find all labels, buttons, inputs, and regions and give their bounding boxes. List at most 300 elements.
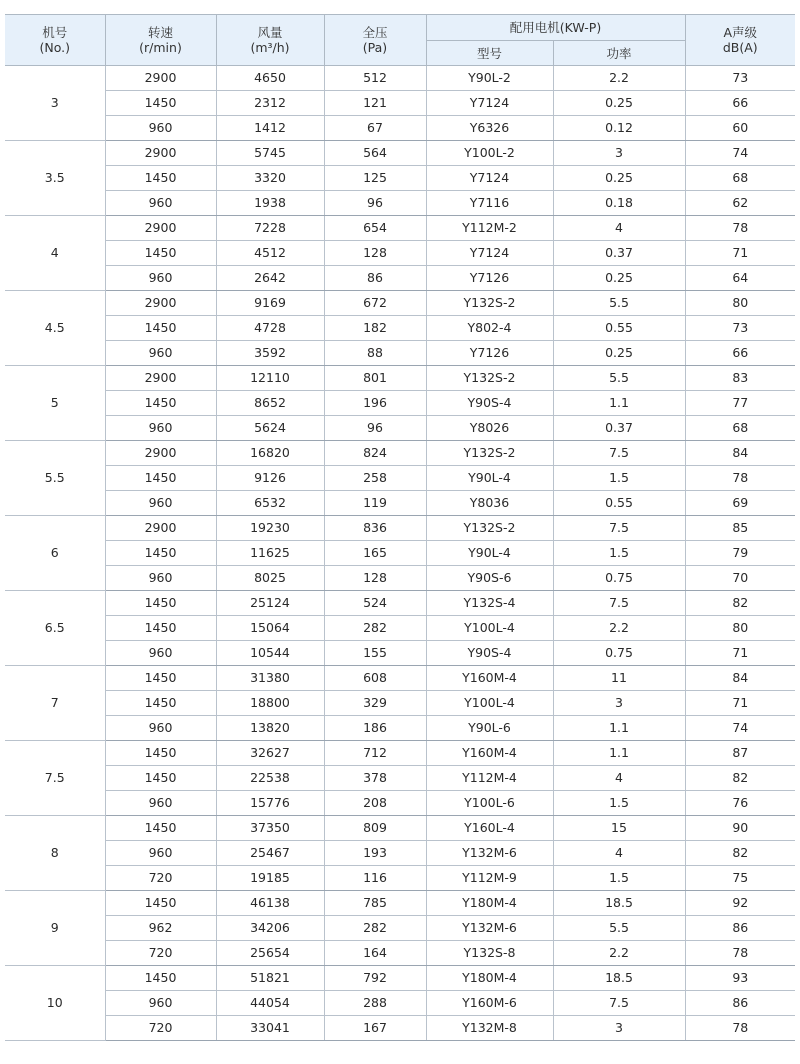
cell-model-no: 6.5	[5, 591, 105, 666]
cell-airflow: 33041	[216, 1016, 324, 1041]
cell-noise: 92	[685, 891, 795, 916]
cell-speed: 1450	[105, 616, 216, 641]
cell-noise: 84	[685, 441, 795, 466]
cell-speed: 960	[105, 641, 216, 666]
cell-pressure: 792	[324, 966, 426, 991]
cell-noise: 82	[685, 841, 795, 866]
cell-motor-power: 3	[553, 1016, 685, 1041]
cell-motor-power: 3	[553, 141, 685, 166]
cell-motor-type: Y132M-6	[426, 916, 553, 941]
cell-noise: 71	[685, 691, 795, 716]
table-row	[5, 266, 795, 291]
cell-airflow: 4650	[216, 66, 324, 91]
cell-motor-type: Y90S-4	[426, 641, 553, 666]
fan-performance-table	[5, 14, 795, 1041]
cell-model-no: 3	[5, 66, 105, 141]
cell-airflow: 9169	[216, 291, 324, 316]
cell-airflow: 5624	[216, 416, 324, 441]
cell-motor-type: Y112M-9	[426, 866, 553, 891]
cell-airflow: 16820	[216, 441, 324, 466]
cell-pressure: 128	[324, 566, 426, 591]
cell-airflow: 1938	[216, 191, 324, 216]
cell-motor-type: Y8026	[426, 416, 553, 441]
table-row	[5, 991, 795, 1016]
cell-speed: 1450	[105, 541, 216, 566]
header-motor: 配用电机(KW-P)	[426, 15, 685, 41]
cell-airflow: 22538	[216, 766, 324, 791]
cell-pressure: 208	[324, 791, 426, 816]
cell-noise: 86	[685, 991, 795, 1016]
cell-motor-type: Y132S-8	[426, 941, 553, 966]
table-row	[5, 191, 795, 216]
cell-airflow: 8652	[216, 391, 324, 416]
cell-motor-type: Y90L-4	[426, 466, 553, 491]
cell-speed: 1450	[105, 816, 216, 841]
cell-motor-power: 7.5	[553, 991, 685, 1016]
cell-pressure: 67	[324, 116, 426, 141]
cell-pressure: 167	[324, 1016, 426, 1041]
cell-motor-type: Y132S-2	[426, 516, 553, 541]
table-row	[5, 416, 795, 441]
cell-motor-power: 2.2	[553, 66, 685, 91]
cell-motor-power: 2.2	[553, 616, 685, 641]
cell-speed: 960	[105, 791, 216, 816]
cell-motor-power: 1.5	[553, 466, 685, 491]
cell-airflow: 5745	[216, 141, 324, 166]
cell-motor-type: Y132S-2	[426, 291, 553, 316]
cell-noise: 60	[685, 116, 795, 141]
cell-noise: 82	[685, 766, 795, 791]
cell-pressure: 712	[324, 741, 426, 766]
cell-pressure: 121	[324, 91, 426, 116]
cell-motor-type: Y7124	[426, 91, 553, 116]
cell-noise: 87	[685, 741, 795, 766]
cell-motor-type: Y132S-2	[426, 441, 553, 466]
cell-motor-power: 0.55	[553, 316, 685, 341]
cell-pressure: 282	[324, 616, 426, 641]
cell-noise: 79	[685, 541, 795, 566]
cell-noise: 85	[685, 516, 795, 541]
cell-speed: 960	[105, 266, 216, 291]
cell-airflow: 12110	[216, 366, 324, 391]
cell-airflow: 2642	[216, 266, 324, 291]
cell-pressure: 96	[324, 191, 426, 216]
header-speed-label: 转速	[147, 25, 173, 40]
cell-speed: 1450	[105, 391, 216, 416]
cell-model-no: 7.5	[5, 741, 105, 816]
table-row	[5, 66, 795, 91]
cell-motor-power: 15	[553, 816, 685, 841]
table-row	[5, 966, 795, 991]
cell-motor-type: Y802-4	[426, 316, 553, 341]
cell-airflow: 44054	[216, 991, 324, 1016]
cell-motor-type: Y100L-6	[426, 791, 553, 816]
cell-speed: 2900	[105, 216, 216, 241]
cell-motor-type: Y90S-6	[426, 566, 553, 591]
table-row	[5, 566, 795, 591]
table-row	[5, 291, 795, 316]
table-row	[5, 1016, 795, 1041]
cell-airflow: 3320	[216, 166, 324, 191]
cell-pressure: 329	[324, 691, 426, 716]
cell-airflow: 1412	[216, 116, 324, 141]
cell-noise: 64	[685, 266, 795, 291]
cell-motor-type: Y132S-2	[426, 366, 553, 391]
cell-airflow: 11625	[216, 541, 324, 566]
table-row	[5, 591, 795, 616]
cell-noise: 83	[685, 366, 795, 391]
cell-airflow: 6532	[216, 491, 324, 516]
cell-airflow: 25654	[216, 941, 324, 966]
table-row	[5, 616, 795, 641]
header-pressure	[324, 15, 426, 66]
cell-airflow: 10544	[216, 641, 324, 666]
cell-pressure: 836	[324, 516, 426, 541]
table-row	[5, 891, 795, 916]
header-row-1	[5, 15, 795, 41]
cell-pressure: 116	[324, 866, 426, 891]
cell-speed: 960	[105, 416, 216, 441]
cell-motor-type: Y100L-4	[426, 616, 553, 641]
cell-pressure: 785	[324, 891, 426, 916]
cell-pressure: 672	[324, 291, 426, 316]
cell-pressure: 654	[324, 216, 426, 241]
table-row	[5, 216, 795, 241]
cell-pressure: 193	[324, 841, 426, 866]
cell-speed: 960	[105, 991, 216, 1016]
cell-pressure: 282	[324, 916, 426, 941]
cell-motor-power: 0.12	[553, 116, 685, 141]
cell-pressure: 128	[324, 241, 426, 266]
header-speed-unit: (r/min)	[139, 40, 182, 55]
header-model-no	[5, 15, 105, 66]
cell-airflow: 4728	[216, 316, 324, 341]
cell-noise: 66	[685, 341, 795, 366]
cell-model-no: 6	[5, 516, 105, 591]
cell-speed: 960	[105, 841, 216, 866]
cell-speed: 720	[105, 941, 216, 966]
cell-pressure: 378	[324, 766, 426, 791]
cell-airflow: 25124	[216, 591, 324, 616]
cell-pressure: 824	[324, 441, 426, 466]
cell-motor-type: Y112M-4	[426, 766, 553, 791]
cell-airflow: 13820	[216, 716, 324, 741]
cell-motor-type: Y160L-4	[426, 816, 553, 841]
header-model-no-label: 机号	[42, 25, 68, 40]
cell-speed: 2900	[105, 291, 216, 316]
cell-noise: 69	[685, 491, 795, 516]
cell-speed: 2900	[105, 441, 216, 466]
cell-speed: 2900	[105, 366, 216, 391]
cell-pressure: 164	[324, 941, 426, 966]
cell-pressure: 86	[324, 266, 426, 291]
cell-pressure: 258	[324, 466, 426, 491]
cell-airflow: 4512	[216, 241, 324, 266]
cell-motor-power: 5.5	[553, 291, 685, 316]
cell-motor-type: Y90S-4	[426, 391, 553, 416]
cell-noise: 82	[685, 591, 795, 616]
cell-model-no: 8	[5, 816, 105, 891]
cell-speed: 960	[105, 716, 216, 741]
table-row	[5, 666, 795, 691]
cell-pressure: 196	[324, 391, 426, 416]
cell-model-no: 5.5	[5, 441, 105, 516]
table-row	[5, 716, 795, 741]
cell-noise: 68	[685, 166, 795, 191]
table-body	[5, 66, 795, 1041]
cell-motor-type: Y132M-8	[426, 1016, 553, 1041]
table-header	[5, 15, 795, 66]
cell-motor-power: 7.5	[553, 516, 685, 541]
table-row	[5, 841, 795, 866]
cell-motor-type: Y8036	[426, 491, 553, 516]
cell-motor-power: 3	[553, 691, 685, 716]
cell-speed: 1450	[105, 166, 216, 191]
cell-noise: 62	[685, 191, 795, 216]
cell-motor-power: 1.5	[553, 541, 685, 566]
cell-airflow: 51821	[216, 966, 324, 991]
cell-speed: 1450	[105, 966, 216, 991]
header-noise	[685, 15, 795, 66]
cell-noise: 78	[685, 466, 795, 491]
cell-motor-type: Y7116	[426, 191, 553, 216]
cell-motor-type: Y7124	[426, 166, 553, 191]
cell-motor-power: 0.37	[553, 416, 685, 441]
table-row	[5, 766, 795, 791]
table-row	[5, 791, 795, 816]
cell-motor-type: Y180M-4	[426, 966, 553, 991]
cell-pressure: 512	[324, 66, 426, 91]
table-row	[5, 116, 795, 141]
table-row	[5, 866, 795, 891]
cell-model-no: 4.5	[5, 291, 105, 366]
cell-model-no: 3.5	[5, 141, 105, 216]
header-noise-label: A声级	[723, 25, 758, 40]
cell-pressure: 186	[324, 716, 426, 741]
cell-motor-power: 1.1	[553, 391, 685, 416]
cell-motor-power: 2.2	[553, 941, 685, 966]
header-motor-power: 功率	[553, 41, 685, 66]
cell-noise: 73	[685, 316, 795, 341]
cell-motor-type: Y90L-4	[426, 541, 553, 566]
table-row	[5, 91, 795, 116]
cell-motor-power: 0.75	[553, 641, 685, 666]
cell-pressure: 88	[324, 341, 426, 366]
header-pressure-unit: (Pa)	[362, 40, 388, 55]
cell-motor-power: 1.1	[553, 716, 685, 741]
cell-noise: 68	[685, 416, 795, 441]
cell-motor-power: 0.25	[553, 266, 685, 291]
cell-pressure: 288	[324, 991, 426, 1016]
cell-speed: 960	[105, 491, 216, 516]
cell-speed: 960	[105, 566, 216, 591]
cell-noise: 80	[685, 616, 795, 641]
cell-motor-power: 7.5	[553, 591, 685, 616]
cell-motor-power: 18.5	[553, 966, 685, 991]
cell-motor-power: 1.5	[553, 866, 685, 891]
cell-motor-power: 0.25	[553, 341, 685, 366]
cell-motor-type: Y90L-2	[426, 66, 553, 91]
table-row	[5, 916, 795, 941]
cell-noise: 74	[685, 716, 795, 741]
header-airflow	[216, 15, 324, 66]
table-row	[5, 166, 795, 191]
cell-motor-power: 0.25	[553, 91, 685, 116]
cell-motor-type: Y180M-4	[426, 891, 553, 916]
cell-airflow: 46138	[216, 891, 324, 916]
cell-noise: 78	[685, 216, 795, 241]
cell-airflow: 32627	[216, 741, 324, 766]
cell-motor-power: 4	[553, 216, 685, 241]
cell-pressure: 155	[324, 641, 426, 666]
cell-speed: 1450	[105, 691, 216, 716]
cell-motor-power: 0.37	[553, 241, 685, 266]
header-airflow-label: 风量	[257, 25, 283, 40]
cell-pressure: 809	[324, 816, 426, 841]
cell-motor-type: Y100L-2	[426, 141, 553, 166]
cell-motor-type: Y160M-4	[426, 666, 553, 691]
cell-noise: 93	[685, 966, 795, 991]
cell-motor-power: 0.55	[553, 491, 685, 516]
cell-motor-power: 5.5	[553, 366, 685, 391]
cell-pressure: 608	[324, 666, 426, 691]
cell-noise: 78	[685, 941, 795, 966]
cell-motor-power: 1.5	[553, 791, 685, 816]
cell-motor-power: 7.5	[553, 441, 685, 466]
cell-motor-type: Y160M-4	[426, 741, 553, 766]
cell-model-no: 10	[5, 966, 105, 1041]
cell-motor-type: Y7126	[426, 341, 553, 366]
cell-speed: 720	[105, 1016, 216, 1041]
cell-model-no: 4	[5, 216, 105, 291]
cell-speed: 1450	[105, 891, 216, 916]
cell-airflow: 15776	[216, 791, 324, 816]
cell-pressure: 524	[324, 591, 426, 616]
cell-speed: 1450	[105, 741, 216, 766]
table-row	[5, 466, 795, 491]
cell-motor-power: 0.18	[553, 191, 685, 216]
cell-motor-type: Y6326	[426, 116, 553, 141]
cell-airflow: 19185	[216, 866, 324, 891]
header-airflow-unit: (m³/h)	[250, 40, 290, 55]
cell-motor-power: 0.25	[553, 166, 685, 191]
cell-speed: 1450	[105, 591, 216, 616]
cell-speed: 1450	[105, 466, 216, 491]
cell-airflow: 18800	[216, 691, 324, 716]
cell-motor-power: 5.5	[553, 916, 685, 941]
cell-motor-type: Y100L-4	[426, 691, 553, 716]
header-motor-type: 型号	[426, 41, 553, 66]
cell-speed: 962	[105, 916, 216, 941]
table-row	[5, 691, 795, 716]
table-row	[5, 366, 795, 391]
cell-noise: 71	[685, 641, 795, 666]
cell-airflow: 25467	[216, 841, 324, 866]
table-row	[5, 341, 795, 366]
cell-motor-type: Y7126	[426, 266, 553, 291]
cell-noise: 86	[685, 916, 795, 941]
cell-speed: 1450	[105, 666, 216, 691]
cell-airflow: 8025	[216, 566, 324, 591]
cell-airflow: 15064	[216, 616, 324, 641]
cell-airflow: 9126	[216, 466, 324, 491]
cell-speed: 2900	[105, 141, 216, 166]
cell-noise: 66	[685, 91, 795, 116]
cell-noise: 73	[685, 66, 795, 91]
cell-speed: 960	[105, 116, 216, 141]
cell-motor-type: Y7124	[426, 241, 553, 266]
cell-pressure: 125	[324, 166, 426, 191]
cell-noise: 80	[685, 291, 795, 316]
cell-motor-power: 18.5	[553, 891, 685, 916]
cell-noise: 74	[685, 141, 795, 166]
cell-noise: 71	[685, 241, 795, 266]
cell-speed: 2900	[105, 516, 216, 541]
cell-airflow: 37350	[216, 816, 324, 841]
cell-speed: 960	[105, 341, 216, 366]
cell-pressure: 96	[324, 416, 426, 441]
header-model-no-sub: (No.)	[39, 40, 70, 55]
cell-motor-type: Y160M-6	[426, 991, 553, 1016]
cell-airflow: 19230	[216, 516, 324, 541]
cell-speed: 960	[105, 191, 216, 216]
cell-noise: 77	[685, 391, 795, 416]
table-row	[5, 641, 795, 666]
table-row	[5, 541, 795, 566]
cell-airflow: 3592	[216, 341, 324, 366]
cell-motor-type: Y132M-6	[426, 841, 553, 866]
table-row	[5, 491, 795, 516]
cell-noise: 70	[685, 566, 795, 591]
cell-airflow: 7228	[216, 216, 324, 241]
cell-noise: 90	[685, 816, 795, 841]
cell-noise: 76	[685, 791, 795, 816]
cell-motor-type: Y90L-6	[426, 716, 553, 741]
cell-noise: 78	[685, 1016, 795, 1041]
cell-motor-type: Y112M-2	[426, 216, 553, 241]
cell-model-no: 5	[5, 366, 105, 441]
cell-speed: 1450	[105, 241, 216, 266]
table-row	[5, 816, 795, 841]
table-row	[5, 441, 795, 466]
cell-pressure: 165	[324, 541, 426, 566]
cell-model-no: 9	[5, 891, 105, 966]
cell-pressure: 801	[324, 366, 426, 391]
cell-speed: 2900	[105, 66, 216, 91]
table-row	[5, 316, 795, 341]
table-row	[5, 741, 795, 766]
cell-motor-power: 0.75	[553, 566, 685, 591]
table-row	[5, 141, 795, 166]
cell-speed: 1450	[105, 91, 216, 116]
cell-pressure: 119	[324, 491, 426, 516]
cell-speed: 1450	[105, 316, 216, 341]
cell-model-no: 7	[5, 666, 105, 741]
cell-motor-power: 4	[553, 841, 685, 866]
cell-pressure: 182	[324, 316, 426, 341]
cell-noise: 75	[685, 866, 795, 891]
cell-speed: 1450	[105, 766, 216, 791]
header-speed	[105, 15, 216, 66]
cell-motor-type: Y132S-4	[426, 591, 553, 616]
table-row	[5, 516, 795, 541]
cell-airflow: 2312	[216, 91, 324, 116]
cell-motor-power: 4	[553, 766, 685, 791]
table-row	[5, 941, 795, 966]
cell-motor-power: 11	[553, 666, 685, 691]
table-row	[5, 241, 795, 266]
table-row	[5, 391, 795, 416]
